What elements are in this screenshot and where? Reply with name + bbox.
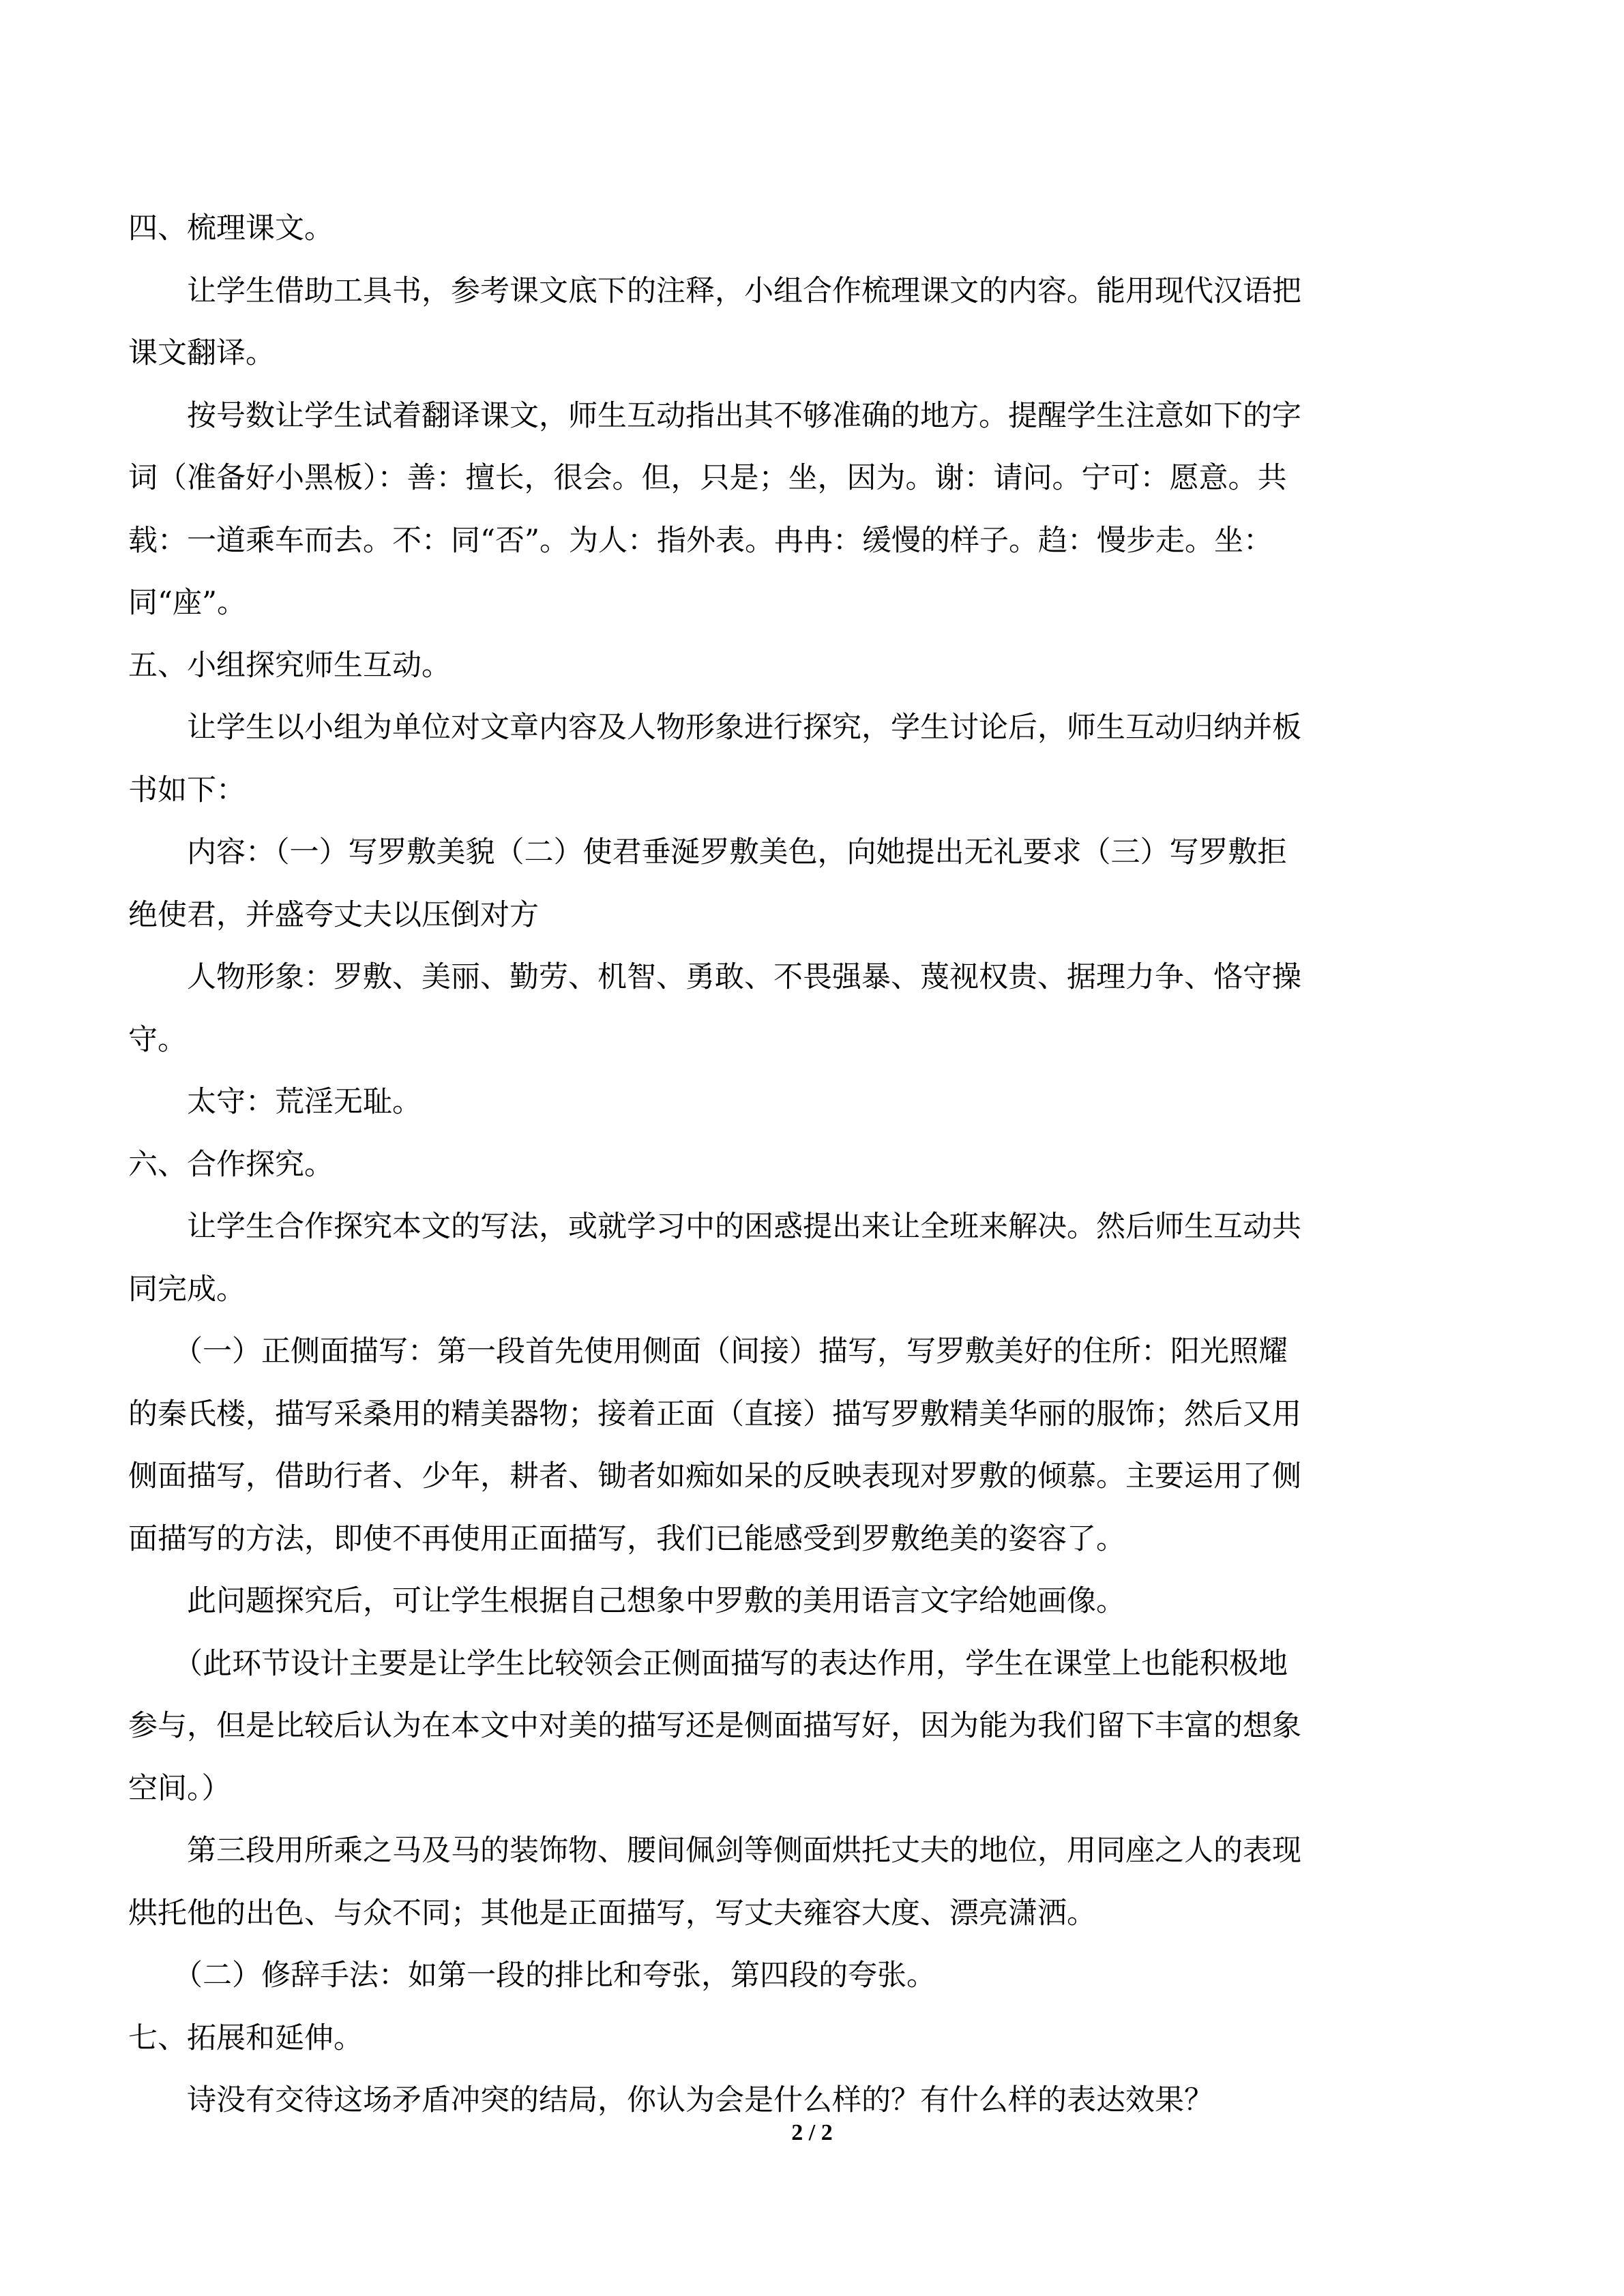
paragraph-line: 面描写的方法，即使不再使用正面描写，我们已能感受到罗敷绝美的姿容了。 [128,1521,1125,1556]
paragraph-line: 同“座”。 [128,586,246,620]
paragraph-line: （一）正侧面描写：第一段首先使用侧面（间接）描写，写罗敷美好的住所：阳光照耀 [173,1335,1288,1369]
paragraph-line: 侧面描写，借助行者、少年，耕者、锄者如痴如呆的反映表现对罗敷的倾慕。主要运用了侧 [128,1459,1301,1493]
paragraph-line: 的秦氏楼，描写采桑用的精美器物；接着正面（直接）描写罗敷精美华丽的服饰；然后又用 [128,1397,1301,1431]
section-heading: 六、合作探究。 [128,1147,334,1182]
paragraph-line: 烘托他的出色、与众不同；其他是正面描写，写丈夫雍容大度、漂亮潇洒。 [128,1896,1096,1930]
paragraph-line: 诗没有交待这场矛盾冲突的结局，你认为会是什么样的？有什么样的表达效果？ [187,2083,1213,2117]
section-heading: 七、拓展和延伸。 [128,2021,363,2055]
paragraph-line: 内容：（一）写罗敷美貌（二）使君垂涎罗敷美色，向她提出无礼要求（三）写罗敷拒 [187,835,1287,869]
page-number: 2 / 2 [791,2120,833,2145]
paragraph-line: 绝使君，并盛夸丈夫以压倒对方 [128,897,539,932]
paragraph-line: 参与，但是比较后认为在本文中对美的描写还是侧面描写好，因为能为我们留下丰富的想象 [128,1709,1301,1743]
paragraph-line: 人物形象：罗敷、美丽、勤劳、机智、勇敢、不畏强暴、蔑视权贵、据理力争、恪守操 [187,960,1301,994]
document-body [128,198,1492,2132]
paragraph-line: （二）修辞手法：如第一段的排比和夸张，第四段的夸张。 [173,1958,936,1993]
paragraph-line: 载：一道乘车而去。不：同“否”。为人：指外表。冉冉：缓慢的样子。趋：慢步走。坐： [128,523,1273,558]
paragraph-line: （此环节设计主要是让学生比较领会正侧面描写的表达作用，学生在课堂上也能积极地 [173,1646,1288,1681]
paragraph-line: 按号数让学生试着翻译课文，师生互动指出其不够准确的地方。提醒学生注意如下的字 [187,398,1301,433]
paragraph-line: 同完成。 [128,1272,246,1307]
paragraph-line: 此问题探究后，可让学生根据自己想象中罗敷的美用语言文字给她画像。 [187,1584,1125,1618]
paragraph-line: 让学生以小组为单位对文章内容及人物形象进行探究，学生讨论后，师生互动归纳并板 [187,711,1301,745]
section-heading: 四、梳理课文。 [128,211,334,245]
section-heading: 五、小组探究师生互动。 [128,648,451,683]
paragraph-line: 让学生合作探究本文的写法，或就学习中的困惑提出来让全班来解决。然后师生互动共 [187,1210,1301,1244]
paragraph-line: 课文翻译。 [128,336,275,370]
paragraph-line: 让学生借助工具书，参考课文底下的注释，小组合作梳理课文的内容。能用现代汉语把 [187,273,1301,308]
paragraph-line: 词（准备好小黑板）：善：擅长，很会。但，只是；坐，因为。谢：请问。宁可：愿意。共 [128,461,1287,495]
paragraph-line: 守。 [128,1022,187,1057]
paragraph-line: 太守：荒淫无耻。 [187,1085,422,1119]
paragraph-line: 空间。） [128,1771,231,1806]
paragraph-line: 第三段用所乘之马及马的装饰物、腰间佩剑等侧面烘托丈夫的地位，用同座之人的表现 [187,1834,1301,1868]
paragraph-line: 书如下： [128,773,246,807]
